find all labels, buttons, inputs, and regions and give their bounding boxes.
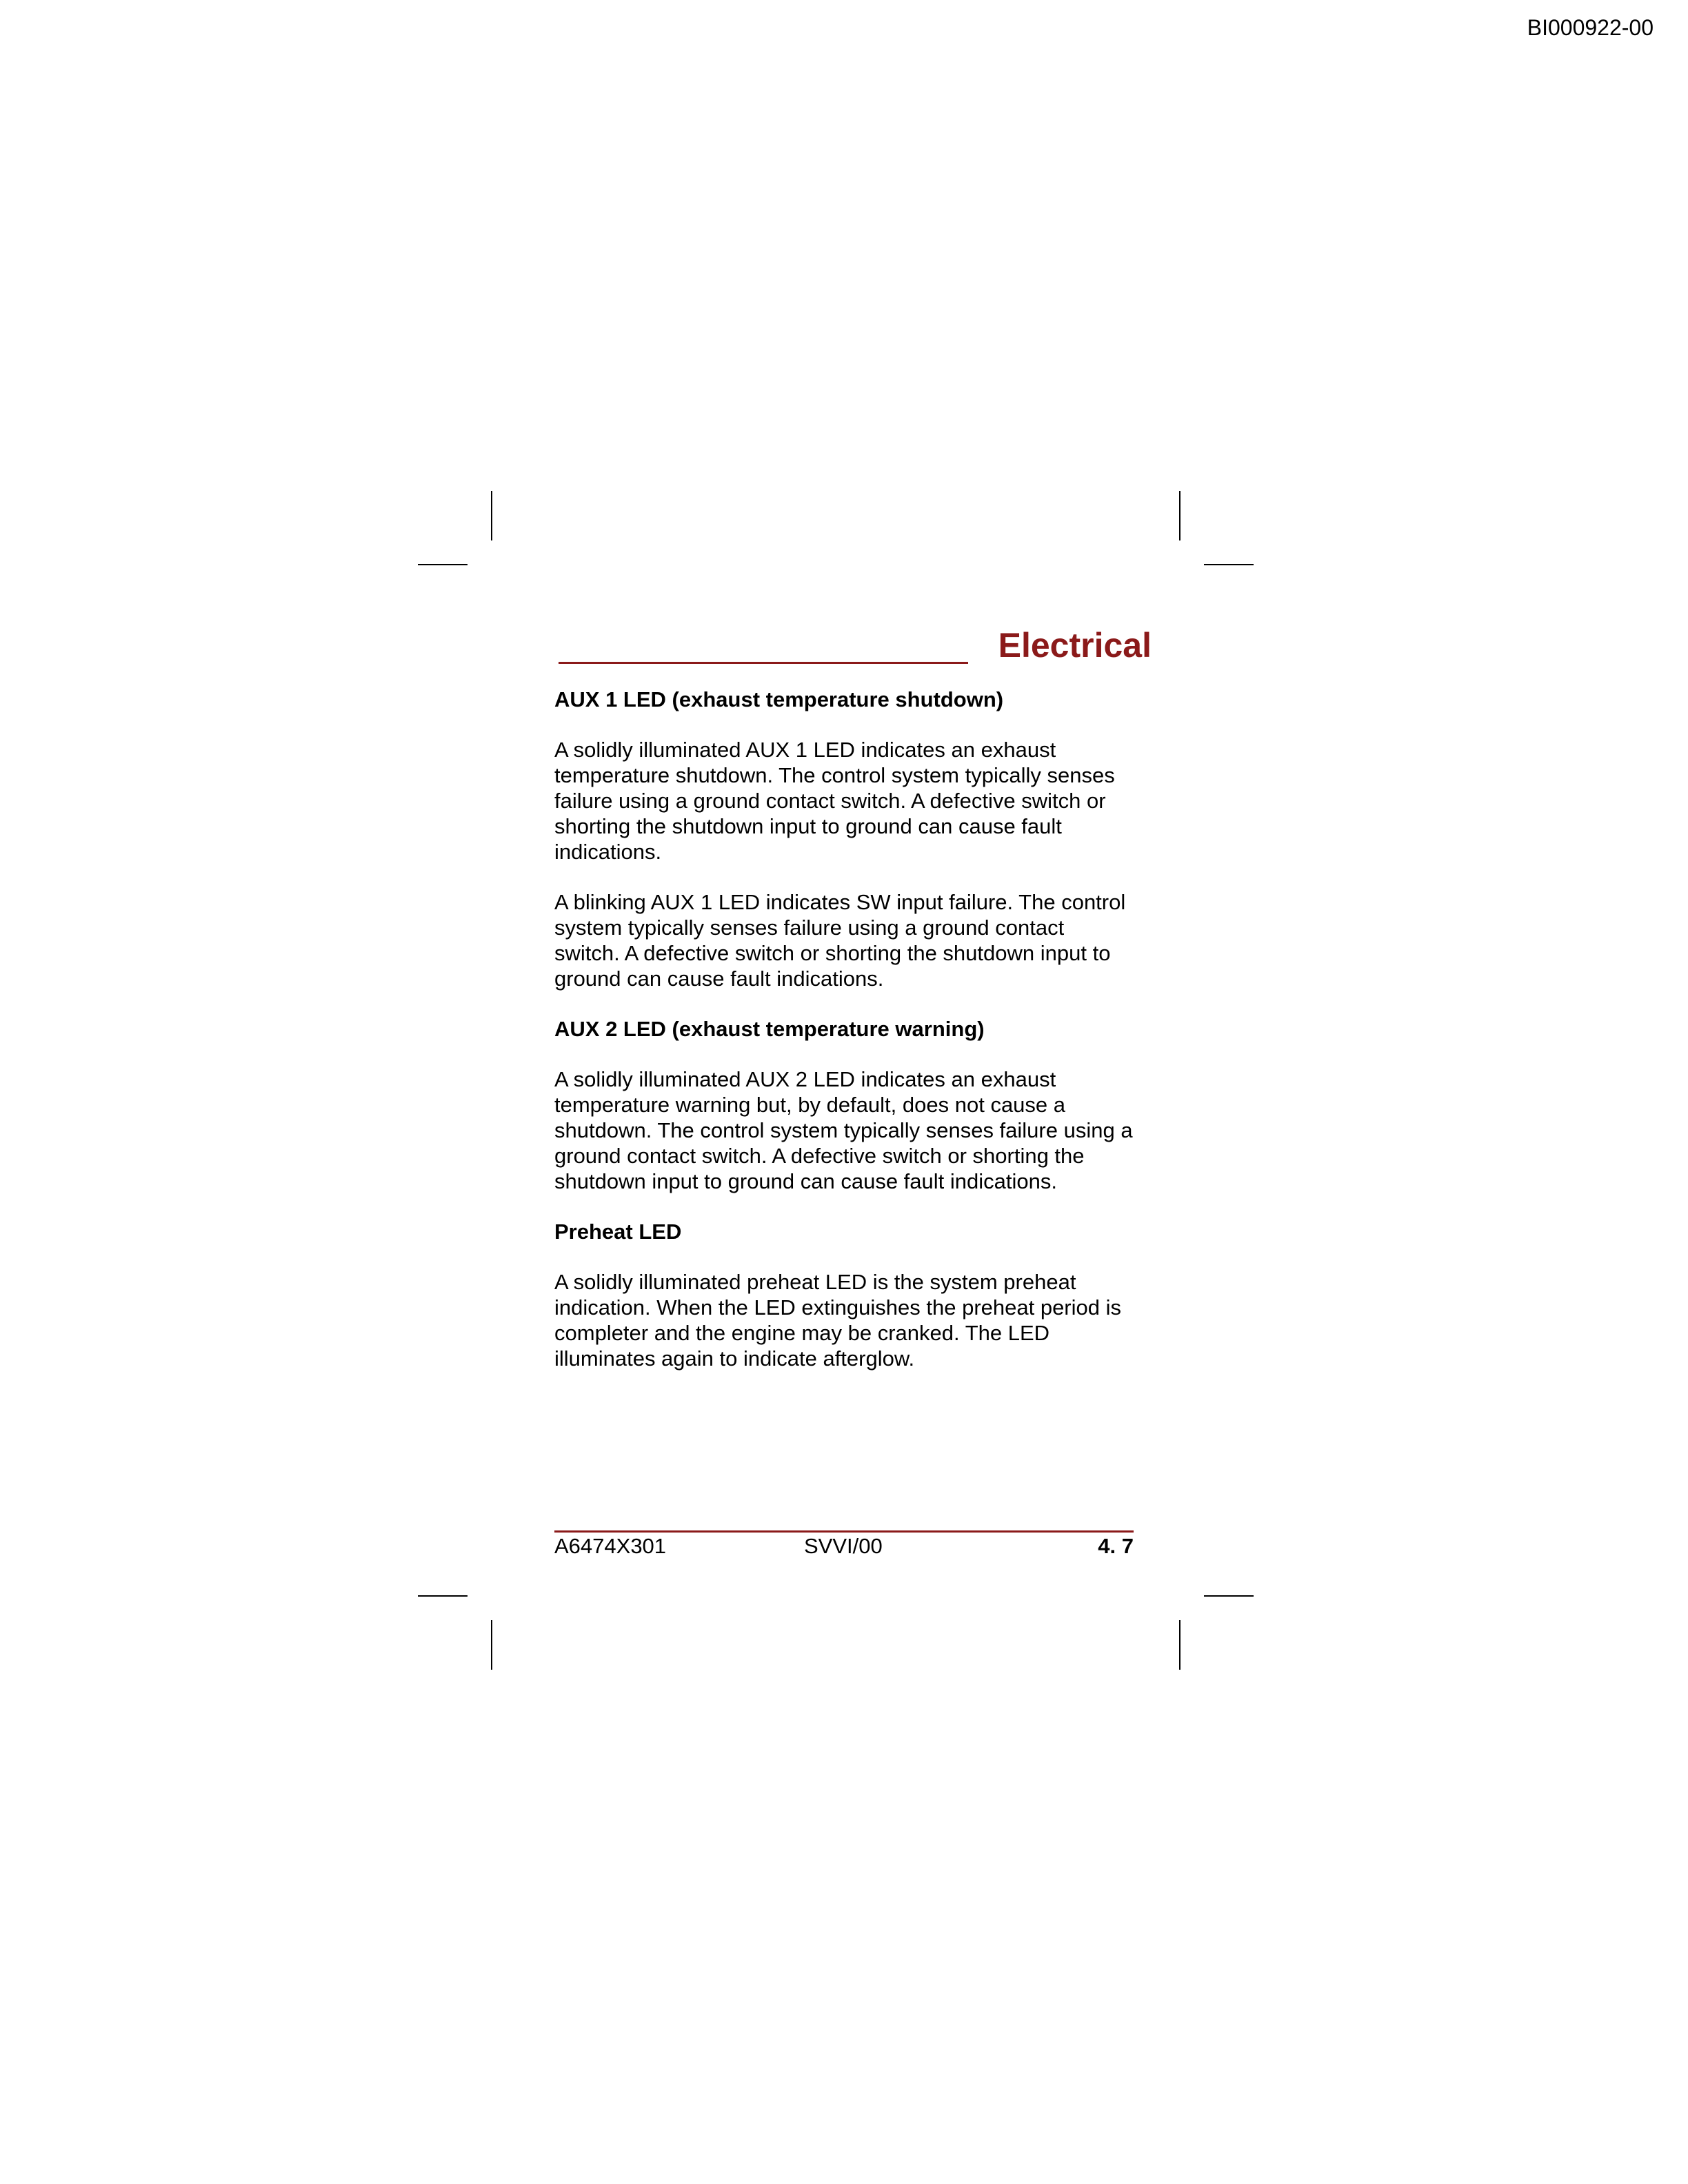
crop-mark-top-left-horizontal bbox=[418, 564, 468, 565]
crop-mark-top-right-vertical bbox=[1179, 491, 1180, 540]
paragraph-preheat: A solidly illuminated preheat LED is the system preheat indication. When the LED extinguishes the preheat period is completer and the engine may be cranked. The LED illuminates again to indicate afterglow. bbox=[554, 1270, 1121, 1371]
heading-aux1-led: AUX 1 LED (exhaust temperature shutdown) bbox=[554, 687, 1004, 711]
crop-mark-top-left-vertical bbox=[491, 491, 492, 540]
page-number: 4. 7 bbox=[1098, 1534, 1134, 1558]
paragraph-aux1-blinking: A blinking AUX 1 LED indicates SW input failure. The control system typically senses failure using a ground contact switch. A defective switch or shorting the shutdown input to ground can cause fault indications. bbox=[554, 890, 1126, 991]
revision-code: SVVI/00 bbox=[804, 1534, 883, 1558]
page-content bbox=[554, 687, 1134, 1396]
manual-page bbox=[554, 620, 1152, 1558]
heading-preheat-led: Preheat LED bbox=[554, 1220, 682, 1244]
document-id: BI000922-00 bbox=[1527, 15, 1654, 40]
page-header bbox=[559, 620, 1152, 669]
part-number: A6474X301 bbox=[554, 1534, 667, 1558]
header-rule bbox=[559, 662, 968, 664]
crop-mark-bottom-right-horizontal bbox=[1204, 1595, 1254, 1597]
crop-mark-top-right-horizontal bbox=[1204, 564, 1254, 565]
paragraph-aux2-solid: A solidly illuminated AUX 2 LED indicates an exhaust temperature warning but, by default, does not cause a shutdown. The control system typically senses failure using a ground contact switch. A defective switch or shorting the shutdown input to ground can cause fault indications. bbox=[554, 1067, 1133, 1193]
section-title: Electrical bbox=[998, 626, 1152, 665]
footer-rule bbox=[554, 1530, 1134, 1533]
crop-mark-bottom-left-vertical bbox=[491, 1620, 492, 1670]
crop-mark-bottom-left-horizontal bbox=[418, 1595, 468, 1597]
heading-aux2-led: AUX 2 LED (exhaust temperature warning) bbox=[554, 1017, 985, 1041]
paragraph-aux1-solid: A solidly illuminated AUX 1 LED indicates an exhaust temperature shutdown. The control system typically senses failure using a ground contact switch. A defective switch or shorting the shutdown input to ground can cause fault indications. bbox=[554, 738, 1115, 864]
page-footer bbox=[554, 1530, 1134, 1565]
crop-mark-bottom-right-vertical bbox=[1179, 1620, 1180, 1670]
